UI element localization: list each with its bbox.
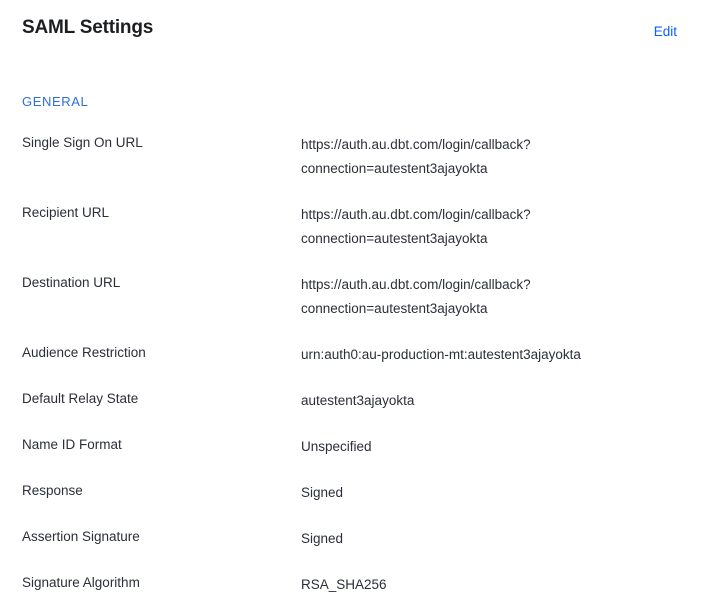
setting-value-line: Signed (301, 485, 344, 500)
setting-value (301, 389, 414, 413)
setting-value (301, 573, 387, 597)
section-heading-general: GENERAL (22, 94, 89, 109)
setting-label: Name ID Format (22, 437, 122, 452)
setting-row-response (22, 481, 689, 505)
page-title: SAML Settings (22, 17, 154, 38)
setting-row-recipient-url (22, 203, 689, 251)
setting-value-line: connection=autestent3ajayokta (301, 161, 488, 176)
setting-value (301, 343, 581, 367)
setting-label: Audience Restriction (22, 345, 146, 360)
setting-row-assertion-signature (22, 527, 689, 551)
setting-value-line: Unspecified (301, 439, 372, 454)
setting-row-audience-restriction (22, 343, 689, 367)
setting-value-line: urn:auth0:au-production-mt:autestent3ajayokta (301, 347, 581, 362)
setting-value (301, 527, 343, 551)
settings-list (22, 133, 689, 597)
setting-label: Destination URL (22, 275, 121, 290)
setting-label: Single Sign On URL (22, 135, 143, 150)
setting-row-default-relay-state (22, 389, 689, 413)
setting-value-line: autestent3ajayokta (301, 393, 415, 408)
setting-value (301, 203, 531, 251)
setting-label: Recipient URL (22, 205, 110, 220)
setting-label: Assertion Signature (22, 529, 140, 544)
setting-row-single-sign-on-url (22, 133, 689, 181)
page-header (22, 0, 689, 42)
setting-value (301, 273, 531, 321)
setting-value-line: connection=autestent3ajayokta (301, 301, 488, 316)
setting-value-line: Signed (301, 531, 344, 546)
setting-label: Signature Algorithm (22, 575, 140, 590)
setting-row-destination-url (22, 273, 689, 321)
setting-value (301, 481, 343, 505)
setting-value-line: connection=autestent3ajayokta (301, 231, 488, 246)
setting-label: Response (22, 483, 83, 498)
setting-value-line: https://auth.au.dbt.com/login/callback? (301, 207, 531, 222)
edit-button[interactable]: Edit (653, 24, 677, 39)
setting-row-name-id-format (22, 435, 689, 459)
setting-value-line: https://auth.au.dbt.com/login/callback? (301, 277, 531, 292)
setting-label: Default Relay State (22, 391, 139, 406)
setting-value (301, 133, 531, 181)
setting-row-signature-algorithm (22, 573, 689, 597)
setting-value-line: https://auth.au.dbt.com/login/callback? (301, 137, 531, 152)
setting-value (301, 435, 372, 459)
setting-value-line: RSA_SHA256 (301, 577, 387, 592)
